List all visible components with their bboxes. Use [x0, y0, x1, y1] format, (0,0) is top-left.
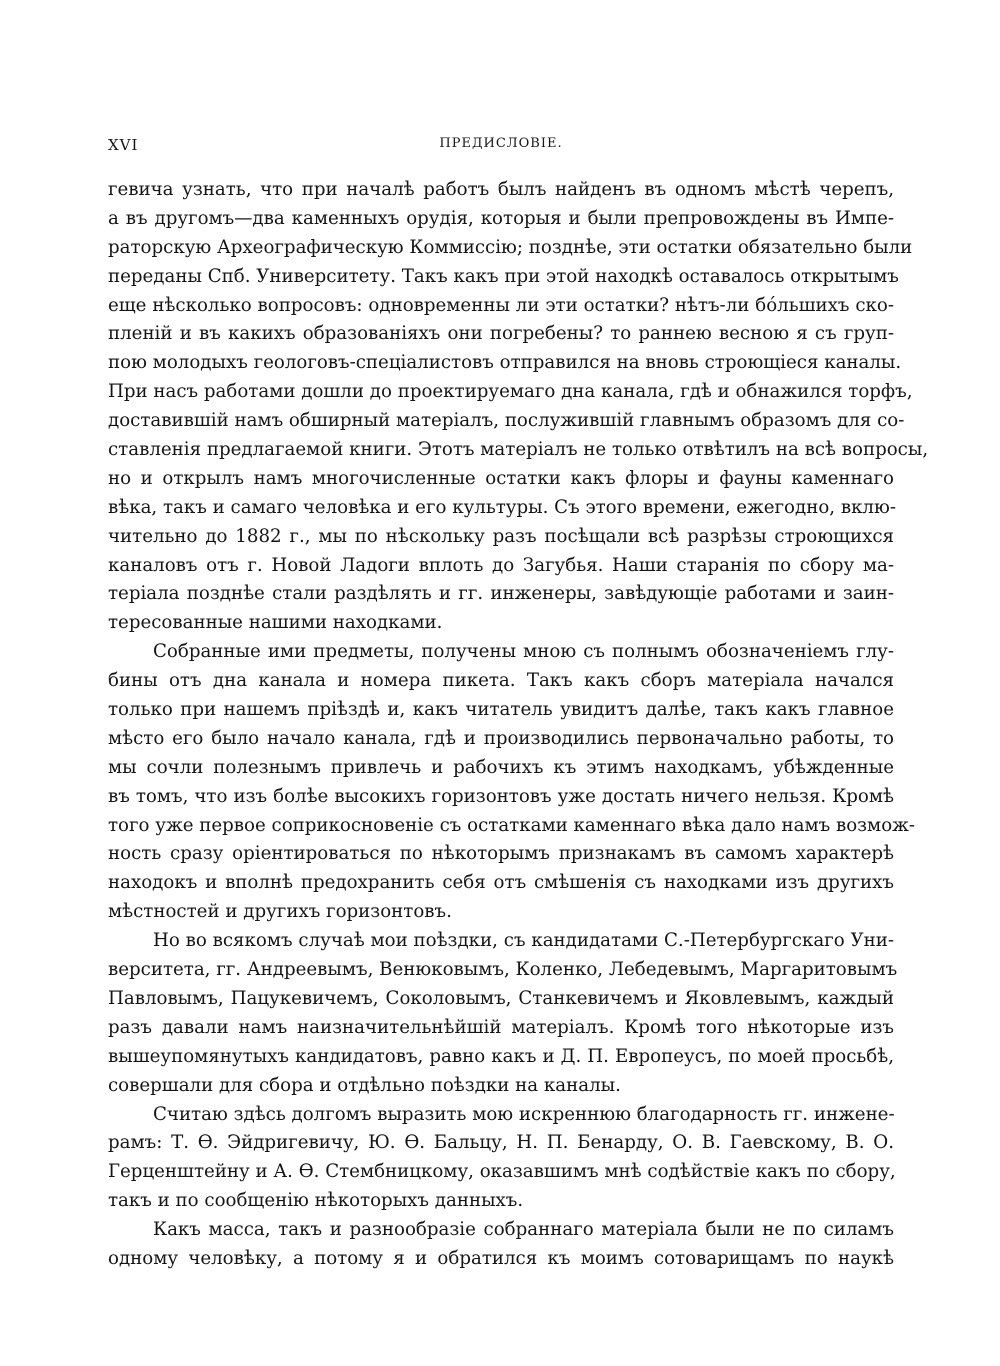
running-head [108, 136, 894, 162]
text-line: рамъ: Т. Ѳ. Эйдригевичу, Ю. Ѳ. Бальцу, Н. П. Бенарду, О. В. Гаевскому, В. О. [108, 1132, 894, 1154]
text-line: ность сразу оріентироваться по нѣкоторымъ признакамъ въ самомъ характерѣ [108, 843, 894, 865]
paragraph-5 [108, 1216, 894, 1274]
text-line: такъ и по сообщенію нѣкоторыхъ данныхъ. [108, 1190, 524, 1212]
text-line: но и открылъ намъ многочисленные остатки какъ флоры и фауны каменнаго [108, 467, 894, 489]
text-line: въ томъ, что изъ болѣе высокихъ горизонтовъ уже достать ничего нельзя. Кромѣ [108, 785, 894, 807]
text-line: доставившій намъ обширный матеріалъ, послужившій главнымъ образомъ для со- [108, 410, 905, 432]
text-line: вышеупомянутыхъ кандидатовъ, равно какъ и Д. П. Европеусъ, по моей просьбѣ, [108, 1045, 894, 1067]
paragraph-2 [108, 638, 916, 927]
text-line: мѣсто его было начало канала, гдѣ и производились первоначально работы, то [108, 727, 894, 749]
paragraph-4 [108, 1101, 894, 1217]
text-line: ставленія предлагаемой книги. Этотъ матеріалъ не только отвѣтилъ на всѣ вопросы, [108, 439, 929, 461]
text-line: каналовъ отъ г. Новой Ладоги вплоть до Загубья. Наши старанія по сбору ма- [108, 554, 894, 576]
text-line: раторскую Археографическую Коммиссію; позднѣе, эти остатки обязательно были [108, 236, 913, 258]
book-page [108, 136, 929, 1274]
text-line: верситета, гг. Андреевымъ, Венюковымъ, Коленко, Лебедевымъ, Маргаритовымъ [108, 959, 898, 981]
section-title: ПРЕДИСЛОВІЕ. [439, 136, 563, 151]
text-line: гевича узнать, что при началѣ работъ былъ найденъ въ одномъ мѣстѣ черепъ, [108, 179, 894, 200]
text-line: только при нашемъ пріѣздѣ и, какъ читатель увидитъ далѣе, такъ какъ главное [108, 699, 894, 721]
text-line: одному человѣку, а потому я и обратился къ моимъ сотоварищамъ по наукѣ [108, 1247, 894, 1269]
text-line: чительно до 1882 г., мы по нѣскольку разъ посѣщали всѣ разрѣзы строющихся [108, 525, 894, 547]
text-line: Павловымъ, Пацукевичемъ, Соколовымъ, Станкевичемъ и Яковлевымъ, каждый [108, 987, 894, 1009]
text-line: пою молодыхъ геологовъ-спеціалистовъ отправился на вновь строющіеся каналы. [108, 352, 902, 374]
text-line: мѣстностей и другихъ горизонтовъ. [108, 901, 452, 923]
text-line: совершали для сбора и отдѣльно поѣздки на каналы. [108, 1074, 621, 1096]
text-line: мы сочли полезнымъ привлечь и рабочихъ къ этимъ находкамъ, убѣжденные [108, 756, 894, 778]
text-line: переданы Спб. Университету. Такъ какъ при этой находкѣ оставалось открытымъ [108, 265, 899, 287]
text-line: тересованные нашими находками. [108, 612, 443, 634]
text-line: разъ давали намъ наизначительнѣйшій матеріалъ. Кромѣ того нѣкоторые изъ [108, 1016, 894, 1038]
text-line: Герценштейну и А. Ѳ. Стембницкому, оказавшимъ мнѣ содѣйствіе какъ по сбору, [108, 1161, 896, 1183]
text-line: еще нѣсколько вопросовъ: одновременны ли эти остатки? нѣтъ-ли бóльшихъ ско- [108, 294, 894, 316]
text-line: При насъ работами дошли до проектируемаго дна канала, гдѣ и обнажился торфъ, [108, 381, 913, 403]
text-line: находокъ и вполнѣ предохранить себя отъ смѣшенія съ находками изъ другихъ [108, 872, 894, 894]
text-line: теріала позднѣе стали раздѣлять и гг. инженеры, завѣдующіе работами и заин- [108, 583, 894, 605]
text-line: Считаю здѣсь долгомъ выразить мою искреннюю благодарность гг. инжене- [153, 1103, 895, 1125]
text-line: бины отъ дна канала и номера пикета. Такъ какъ сборъ матеріала начался [108, 670, 894, 692]
paragraph-3 [108, 927, 898, 1100]
text-line: пленій и въ какихъ образованіяхъ они погребены? то раннею весною я съ груп- [108, 323, 894, 345]
paragraph-1 [108, 176, 929, 638]
text-line: вѣка, такъ и самаго человѣка и его культуры. Съ этого времени, ежегодно, вклю- [108, 496, 896, 518]
text-line: Собранные ими предметы, получены мною съ полнымъ обозначеніемъ глу- [153, 641, 894, 663]
text-line: того уже первое соприкосновеніе съ остатками каменнаго вѣка дало намъ возмож- [108, 814, 916, 836]
page-number: XVI [108, 136, 139, 154]
body-text [108, 176, 929, 1274]
text-line: Какъ масса, такъ и разнообразіе собраннаго матеріала были не по силамъ [153, 1219, 894, 1241]
text-line: а въ другомъ—два каменныхъ орудія, которыя и были препровождены въ Импе- [108, 207, 894, 229]
text-line: Но во всякомъ случаѣ мои поѣздки, съ кандидатами С.-Петербургскаго Уни- [153, 930, 894, 952]
